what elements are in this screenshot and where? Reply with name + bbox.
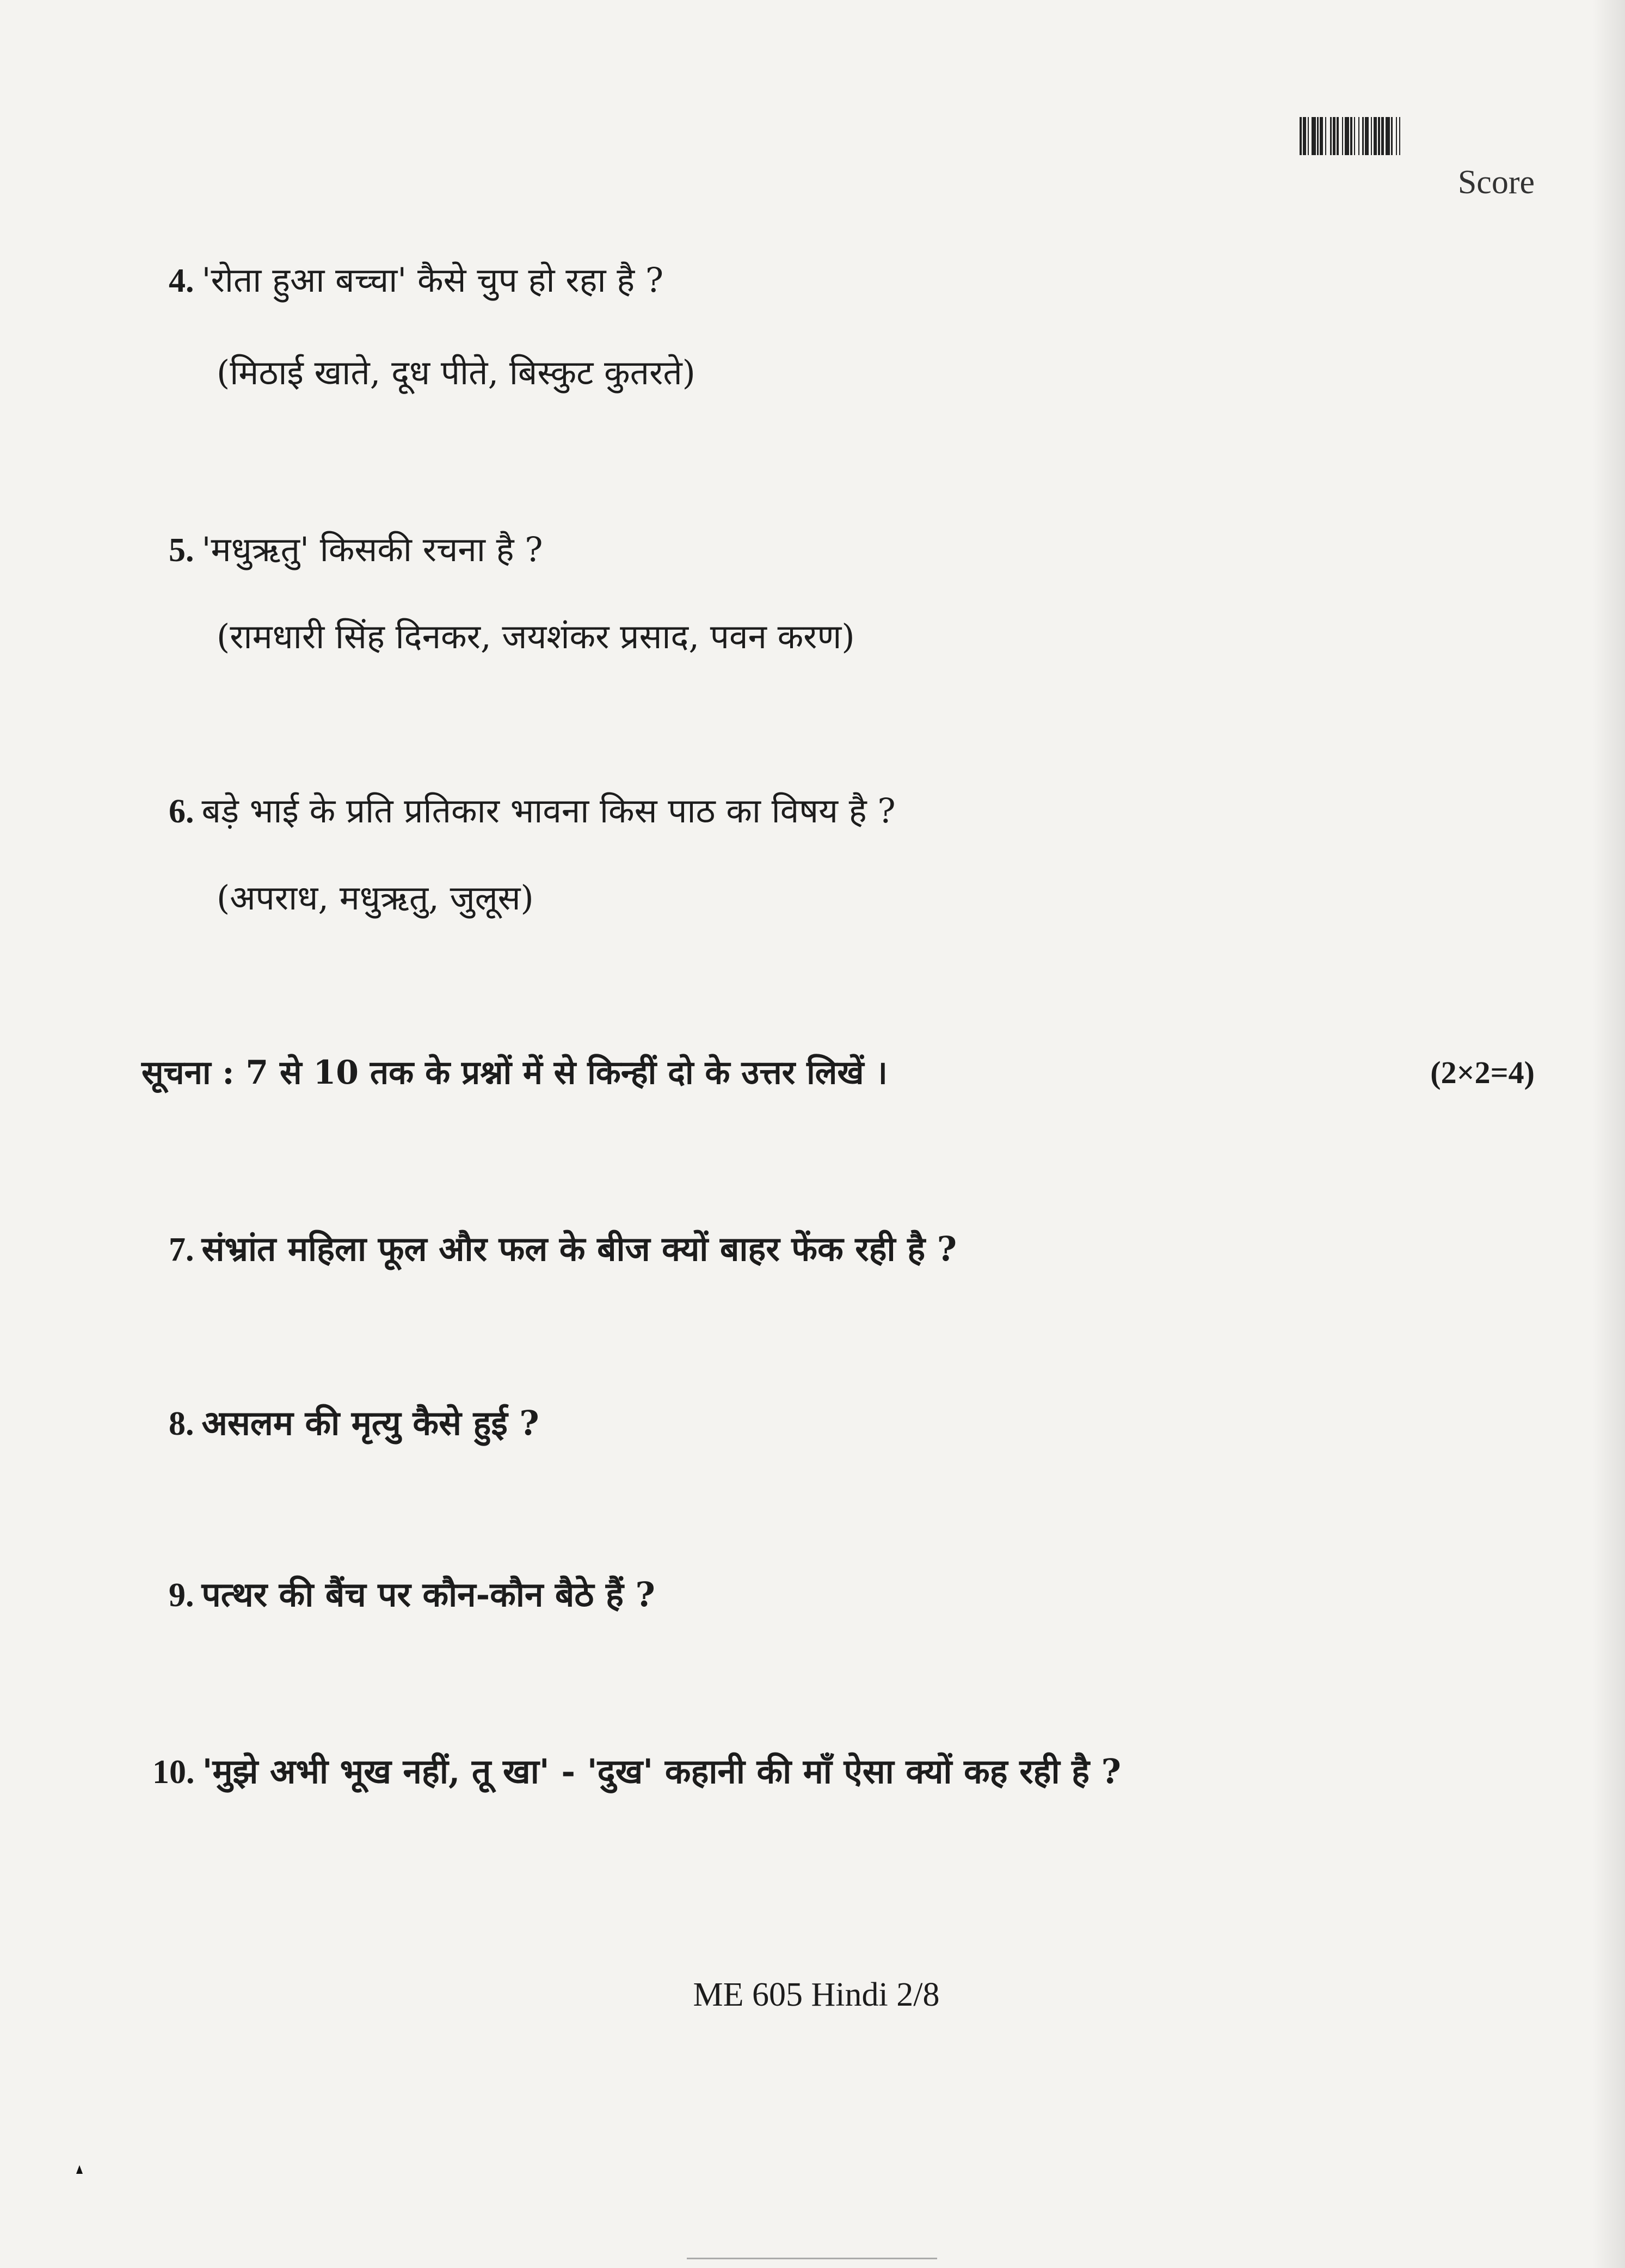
question-number: 9. xyxy=(169,1577,194,1614)
barcode-bar xyxy=(1345,117,1349,155)
page-footer: ME 605 Hindi 2/8 xyxy=(693,1976,940,2013)
question-5 xyxy=(169,525,543,575)
question-text: संभ्रांत महिला फूल और फल के बीज क्यों बाहर फेंक रही है ? xyxy=(201,1229,957,1269)
question-number: 5. xyxy=(169,532,194,569)
barcode-bar xyxy=(1365,117,1369,155)
question-7 xyxy=(169,1225,957,1274)
question-6 xyxy=(169,786,896,836)
barcode-graphic xyxy=(1300,117,1527,155)
question-4 xyxy=(169,256,663,305)
barcode-bar xyxy=(1386,117,1390,155)
question-number: 6. xyxy=(169,793,194,830)
page-edge-shadow xyxy=(1592,0,1625,2268)
score-label: Score xyxy=(1457,164,1535,201)
question-text: पत्थर की बैंच पर कौन-कौन बैठे हैं ? xyxy=(201,1575,655,1614)
barcode-bar xyxy=(1312,117,1316,155)
question-number: 7. xyxy=(169,1231,194,1268)
instruction-notice: सूचना : 7 से 10 तक के प्रश्नों में से किन्हीं दो के उत्तर लिखें । xyxy=(141,1054,888,1092)
question-4-options: (मिठाई खाते, दूध पीते, बिस्कुट कुतरते) xyxy=(217,353,695,392)
question-text: बड़े भाई के प्रति प्रतिकार भावना किस पाठ का विषय है ? xyxy=(201,791,896,831)
question-5-options: (रामधारी सिंह दिनकर, जयशंकर प्रसाद, पवन करण) xyxy=(217,617,855,656)
question-text: 'मधुऋतु' किसकी रचना है ? xyxy=(201,530,543,569)
barcode-bar xyxy=(1400,117,1403,155)
scan-artifact-mark xyxy=(76,2165,83,2174)
question-9 xyxy=(169,1570,655,1620)
marks-allocation: (2×2=4) xyxy=(1430,1055,1535,1090)
question-6-options: (अपराध, मधुऋतु, जुलूस) xyxy=(217,878,534,918)
question-number: 10. xyxy=(152,1754,195,1791)
question-text: 'मुझे अभी भूख नहीं, तू खा' - 'दुख' कहानी की माँ ऐसा क्यों कह रही है ? xyxy=(202,1751,1121,1791)
question-text: 'रोता हुआ बच्चा' कैसे चुप हो रहा है ? xyxy=(201,260,664,300)
barcode-bar xyxy=(1326,117,1330,155)
question-10 xyxy=(152,1747,1121,1797)
question-text: असलम की मृत्यु कैसे हुई ? xyxy=(201,1403,539,1443)
question-8 xyxy=(169,1399,539,1448)
question-number: 8. xyxy=(169,1405,194,1442)
question-number: 4. xyxy=(169,262,194,299)
page-bottom-rule xyxy=(687,2258,937,2259)
